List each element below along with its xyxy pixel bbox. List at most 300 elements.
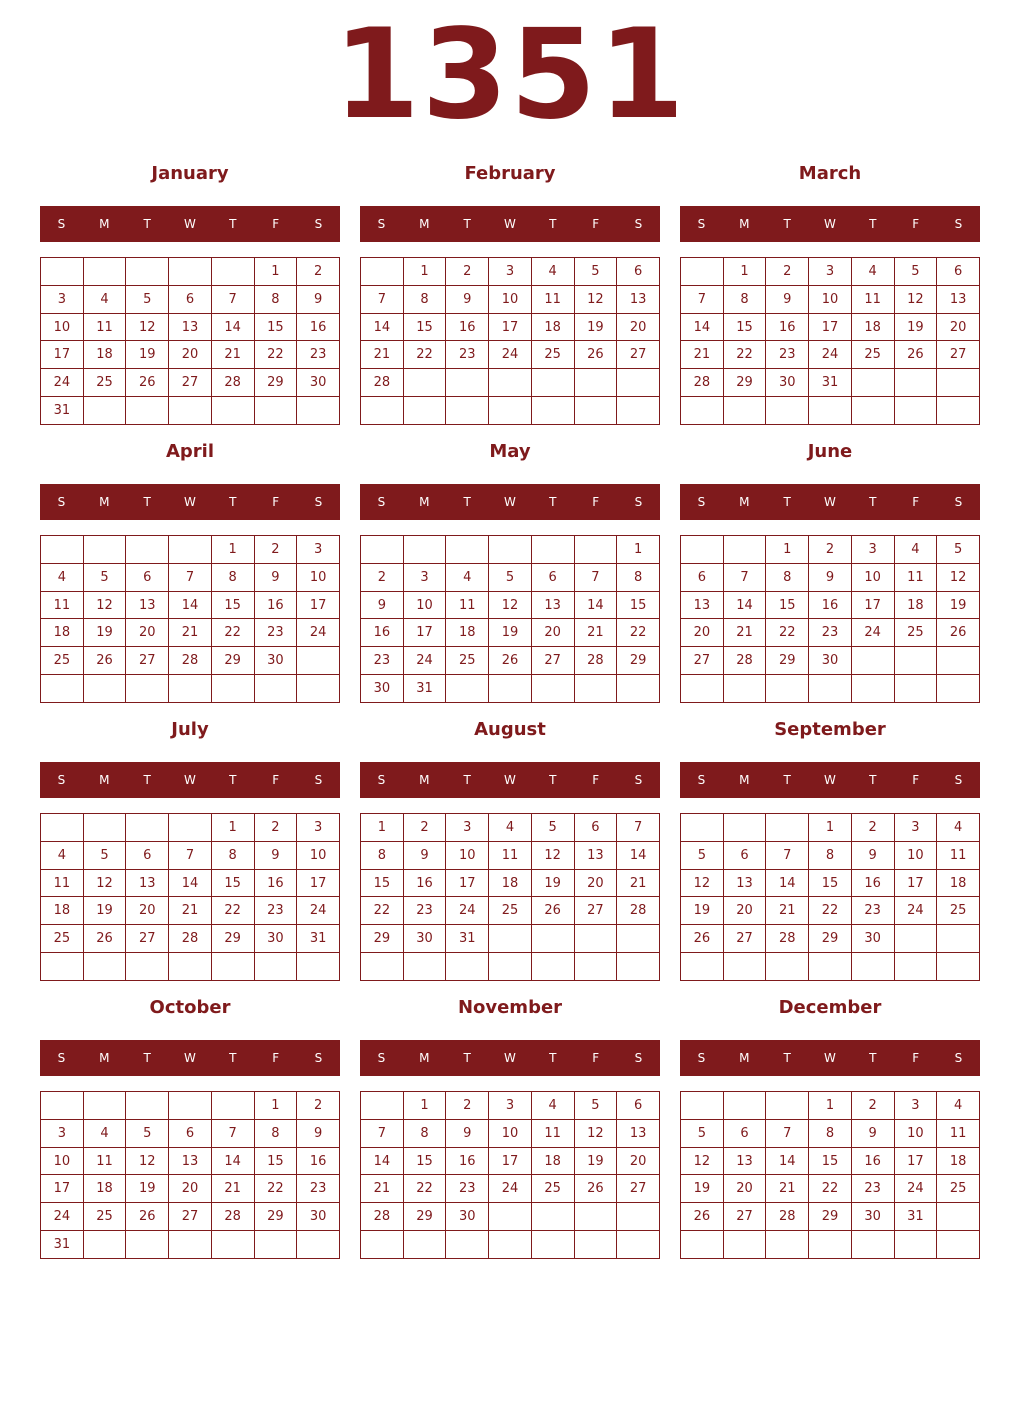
day-cell: 28	[361, 1203, 404, 1231]
empty-day-cell	[83, 536, 126, 564]
empty-day-cell	[446, 953, 489, 981]
weekday-label: F	[592, 495, 600, 509]
day-cell: 22	[254, 1175, 297, 1203]
day-cell: 12	[83, 591, 126, 619]
day-cell: 13	[617, 285, 660, 313]
week-row	[361, 1147, 660, 1175]
weekday-label: S	[954, 1051, 963, 1065]
day-cell: 12	[574, 1119, 617, 1147]
day-cell: 11	[894, 563, 937, 591]
month-block-may	[360, 441, 660, 703]
day-cell: 11	[41, 591, 84, 619]
day-cell: 9	[403, 841, 446, 869]
empty-day-cell	[851, 953, 894, 981]
day-cell: 21	[617, 869, 660, 897]
day-cell: 16	[446, 313, 489, 341]
week-row	[681, 1175, 980, 1203]
day-cell: 14	[681, 313, 724, 341]
empty-day-cell	[681, 675, 724, 703]
month-block-november	[360, 997, 660, 1259]
empty-day-cell	[41, 1092, 84, 1120]
weekday-label: T	[869, 495, 877, 509]
empty-day-cell	[617, 369, 660, 397]
day-cell: 23	[809, 619, 852, 647]
weekday-label: T	[549, 773, 557, 787]
day-cell: 29	[254, 369, 297, 397]
week-row	[681, 591, 980, 619]
day-cell: 10	[489, 285, 532, 313]
day-cell: 6	[723, 841, 766, 869]
day-cell: 9	[297, 1119, 340, 1147]
day-cell: 14	[169, 869, 212, 897]
week-row	[41, 675, 340, 703]
empty-day-cell	[446, 1231, 489, 1259]
day-cell: 5	[83, 563, 126, 591]
week-row	[361, 1203, 660, 1231]
day-cell: 17	[297, 869, 340, 897]
weekday-label: T	[869, 1051, 877, 1065]
weekday-label: M	[739, 1051, 750, 1065]
empty-day-cell	[169, 536, 212, 564]
day-cell: 19	[126, 341, 169, 369]
empty-day-cell	[126, 675, 169, 703]
day-cell: 27	[169, 369, 212, 397]
day-cell: 2	[403, 814, 446, 842]
weekday-label: T	[463, 1051, 471, 1065]
day-cell: 18	[851, 313, 894, 341]
empty-day-cell	[723, 675, 766, 703]
empty-day-cell	[254, 675, 297, 703]
day-cell: 2	[446, 1092, 489, 1120]
day-cell: 16	[809, 591, 852, 619]
week-row	[681, 1147, 980, 1175]
month-name: October	[149, 997, 231, 1018]
month-block-february	[360, 163, 660, 425]
week-row	[681, 563, 980, 591]
weekday-header	[360, 206, 660, 242]
day-cell: 9	[297, 285, 340, 313]
day-cell: 4	[41, 563, 84, 591]
weekday-label: F	[272, 773, 280, 787]
day-cell: 5	[681, 1119, 724, 1147]
empty-day-cell	[41, 814, 84, 842]
day-cell: 31	[894, 1203, 937, 1231]
day-cell: 8	[809, 841, 852, 869]
day-cell: 12	[681, 869, 724, 897]
week-row	[361, 397, 660, 425]
empty-day-cell	[211, 258, 254, 286]
empty-day-cell	[574, 675, 617, 703]
day-grid	[360, 257, 660, 425]
week-row	[41, 925, 340, 953]
empty-day-cell	[894, 1231, 937, 1259]
empty-day-cell	[894, 397, 937, 425]
day-cell: 25	[41, 925, 84, 953]
weekday-label: S	[954, 495, 963, 509]
day-cell: 12	[531, 841, 574, 869]
day-cell: 5	[937, 536, 980, 564]
empty-day-cell	[41, 675, 84, 703]
empty-day-cell	[574, 1203, 617, 1231]
week-row	[41, 313, 340, 341]
empty-day-cell	[766, 1231, 809, 1259]
month-name: November	[457, 997, 563, 1018]
day-cell: 7	[681, 285, 724, 313]
empty-day-cell	[489, 1203, 532, 1231]
weekday-header	[40, 762, 340, 798]
day-cell: 14	[617, 841, 660, 869]
empty-day-cell	[574, 536, 617, 564]
empty-day-cell	[169, 953, 212, 981]
empty-day-cell	[403, 536, 446, 564]
day-cell: 19	[937, 591, 980, 619]
week-row	[361, 841, 660, 869]
week-row	[41, 1092, 340, 1120]
day-cell: 27	[531, 647, 574, 675]
week-row	[41, 1203, 340, 1231]
weekday-label: T	[783, 217, 791, 231]
day-cell: 30	[297, 369, 340, 397]
day-cell: 22	[403, 1175, 446, 1203]
weekday-label: T	[463, 217, 471, 231]
day-cell: 11	[489, 841, 532, 869]
week-row	[361, 536, 660, 564]
empty-day-cell	[723, 536, 766, 564]
day-cell: 21	[169, 619, 212, 647]
weekday-label: F	[912, 1051, 920, 1065]
day-cell: 27	[126, 925, 169, 953]
weekday-label: W	[824, 773, 836, 787]
empty-day-cell	[126, 397, 169, 425]
day-cell: 29	[809, 925, 852, 953]
empty-day-cell	[531, 925, 574, 953]
week-row	[41, 536, 340, 564]
empty-day-cell	[446, 397, 489, 425]
day-cell: 7	[361, 285, 404, 313]
day-cell: 19	[894, 313, 937, 341]
day-cell: 19	[681, 1175, 724, 1203]
day-cell: 17	[41, 1175, 84, 1203]
day-cell: 18	[937, 1147, 980, 1175]
weekday-label: W	[184, 217, 196, 231]
day-cell: 8	[211, 841, 254, 869]
weekday-label: T	[143, 1051, 151, 1065]
day-cell: 12	[894, 285, 937, 313]
empty-day-cell	[766, 814, 809, 842]
day-cell: 26	[681, 1203, 724, 1231]
day-cell: 30	[766, 369, 809, 397]
day-cell: 9	[809, 563, 852, 591]
day-cell: 16	[297, 313, 340, 341]
day-cell: 27	[617, 341, 660, 369]
month-block-december	[680, 997, 980, 1259]
day-cell: 13	[574, 841, 617, 869]
day-grid	[40, 1091, 340, 1259]
day-cell: 24	[809, 341, 852, 369]
empty-day-cell	[681, 814, 724, 842]
empty-day-cell	[723, 1092, 766, 1120]
day-cell: 23	[766, 341, 809, 369]
weekday-label: S	[57, 773, 66, 787]
weekday-label: S	[314, 217, 323, 231]
empty-day-cell	[531, 1203, 574, 1231]
week-row	[41, 1231, 340, 1259]
weekday-label: M	[739, 773, 750, 787]
week-row	[41, 953, 340, 981]
empty-day-cell	[489, 1231, 532, 1259]
day-cell: 2	[766, 258, 809, 286]
empty-day-cell	[937, 1203, 980, 1231]
month-block-august	[360, 719, 660, 981]
empty-day-cell	[169, 814, 212, 842]
weekday-header	[40, 206, 340, 242]
day-cell: 30	[297, 1203, 340, 1231]
week-row	[361, 619, 660, 647]
empty-day-cell	[211, 675, 254, 703]
empty-day-cell	[617, 1231, 660, 1259]
weekday-label: T	[549, 1051, 557, 1065]
day-cell: 20	[681, 619, 724, 647]
week-row	[681, 647, 980, 675]
day-cell: 22	[766, 619, 809, 647]
month-name: April	[165, 441, 215, 462]
empty-day-cell	[851, 397, 894, 425]
day-cell: 21	[681, 341, 724, 369]
day-cell: 13	[126, 591, 169, 619]
empty-day-cell	[297, 675, 340, 703]
day-cell: 18	[83, 341, 126, 369]
day-cell: 28	[169, 647, 212, 675]
week-row	[41, 869, 340, 897]
weekday-label: S	[314, 1051, 323, 1065]
day-cell: 19	[531, 869, 574, 897]
day-cell: 15	[254, 1147, 297, 1175]
day-cell: 26	[894, 341, 937, 369]
day-grid	[40, 813, 340, 981]
week-row	[681, 925, 980, 953]
day-cell: 27	[723, 925, 766, 953]
day-cell: 23	[446, 341, 489, 369]
day-cell: 30	[254, 925, 297, 953]
week-row	[681, 869, 980, 897]
day-cell: 13	[617, 1119, 660, 1147]
day-cell: 15	[403, 1147, 446, 1175]
weekday-label: M	[99, 773, 110, 787]
empty-day-cell	[83, 1092, 126, 1120]
day-cell: 6	[169, 1119, 212, 1147]
day-cell: 5	[574, 258, 617, 286]
weekday-header	[680, 1040, 980, 1076]
day-cell: 29	[723, 369, 766, 397]
day-cell: 30	[254, 647, 297, 675]
weekday-header	[680, 484, 980, 520]
day-cell: 12	[574, 285, 617, 313]
empty-day-cell	[574, 397, 617, 425]
day-cell: 26	[937, 619, 980, 647]
day-cell: 17	[446, 869, 489, 897]
week-row	[681, 814, 980, 842]
day-cell: 24	[297, 619, 340, 647]
day-cell: 31	[446, 925, 489, 953]
day-cell: 19	[574, 313, 617, 341]
weekday-label: W	[184, 495, 196, 509]
empty-day-cell	[617, 953, 660, 981]
week-row	[681, 1119, 980, 1147]
day-cell: 30	[446, 1203, 489, 1231]
day-cell: 21	[211, 1175, 254, 1203]
day-cell: 24	[446, 897, 489, 925]
day-cell: 5	[126, 285, 169, 313]
weekday-label: W	[504, 495, 516, 509]
empty-day-cell	[446, 675, 489, 703]
day-cell: 6	[681, 563, 724, 591]
day-cell: 8	[403, 1119, 446, 1147]
day-cell: 29	[766, 647, 809, 675]
weekday-label: S	[57, 495, 66, 509]
weekday-label: F	[272, 217, 280, 231]
day-cell: 5	[574, 1092, 617, 1120]
month-name: June	[807, 441, 853, 462]
weekday-label: T	[783, 773, 791, 787]
empty-day-cell	[809, 675, 852, 703]
empty-day-cell	[83, 675, 126, 703]
week-row	[41, 341, 340, 369]
day-cell: 19	[126, 1175, 169, 1203]
weekday-header	[40, 484, 340, 520]
week-row	[361, 925, 660, 953]
day-cell: 20	[126, 897, 169, 925]
day-cell: 3	[297, 814, 340, 842]
month-block-june	[680, 441, 980, 703]
day-cell: 8	[254, 1119, 297, 1147]
day-cell: 20	[723, 1175, 766, 1203]
weekday-label: S	[634, 773, 643, 787]
weekday-label: S	[697, 495, 706, 509]
day-cell: 1	[723, 258, 766, 286]
day-cell: 27	[617, 1175, 660, 1203]
empty-day-cell	[41, 536, 84, 564]
day-cell: 22	[211, 619, 254, 647]
week-row	[361, 313, 660, 341]
weekday-label: F	[912, 773, 920, 787]
day-cell: 1	[254, 258, 297, 286]
weekday-label: M	[419, 217, 430, 231]
day-cell: 19	[83, 897, 126, 925]
day-cell: 10	[41, 313, 84, 341]
weekday-label: T	[143, 773, 151, 787]
day-cell: 21	[766, 1175, 809, 1203]
day-cell: 3	[894, 1092, 937, 1120]
day-cell: 12	[126, 1147, 169, 1175]
day-cell: 3	[894, 814, 937, 842]
day-cell: 16	[851, 869, 894, 897]
week-row	[361, 869, 660, 897]
weekday-label: S	[697, 217, 706, 231]
empty-day-cell	[83, 953, 126, 981]
day-cell: 26	[574, 1175, 617, 1203]
empty-day-cell	[489, 675, 532, 703]
week-row	[361, 1175, 660, 1203]
day-cell: 21	[361, 1175, 404, 1203]
weekday-label: F	[592, 1051, 600, 1065]
day-cell: 23	[851, 1175, 894, 1203]
day-cell: 18	[41, 897, 84, 925]
day-cell: 8	[809, 1119, 852, 1147]
day-cell: 8	[254, 285, 297, 313]
empty-day-cell	[723, 397, 766, 425]
day-cell: 2	[297, 1092, 340, 1120]
day-grid	[680, 257, 980, 425]
day-cell: 26	[489, 647, 532, 675]
day-cell: 6	[126, 841, 169, 869]
week-row	[361, 675, 660, 703]
month-name: December	[778, 997, 882, 1018]
weekday-header	[680, 206, 980, 242]
weekday-label: M	[739, 217, 750, 231]
day-cell: 28	[723, 647, 766, 675]
day-cell: 18	[937, 869, 980, 897]
day-cell: 16	[851, 1147, 894, 1175]
day-cell: 22	[723, 341, 766, 369]
day-cell: 1	[403, 1092, 446, 1120]
day-cell: 14	[211, 313, 254, 341]
day-cell: 22	[211, 897, 254, 925]
day-cell: 31	[41, 397, 84, 425]
empty-day-cell	[403, 397, 446, 425]
empty-day-cell	[681, 1231, 724, 1259]
day-cell: 3	[489, 1092, 532, 1120]
weekday-label: T	[229, 217, 237, 231]
day-cell: 6	[574, 814, 617, 842]
day-cell: 13	[169, 1147, 212, 1175]
day-cell: 21	[723, 619, 766, 647]
week-row	[681, 258, 980, 286]
empty-day-cell	[617, 675, 660, 703]
weekday-label: S	[697, 773, 706, 787]
day-cell: 24	[894, 1175, 937, 1203]
day-cell: 15	[809, 869, 852, 897]
empty-day-cell	[809, 1231, 852, 1259]
empty-day-cell	[489, 397, 532, 425]
day-cell: 27	[126, 647, 169, 675]
weekday-label: S	[634, 495, 643, 509]
day-cell: 1	[617, 536, 660, 564]
day-cell: 5	[894, 258, 937, 286]
weekday-label: F	[912, 217, 920, 231]
empty-day-cell	[169, 1231, 212, 1259]
day-cell: 24	[489, 1175, 532, 1203]
day-cell: 6	[617, 258, 660, 286]
month-block-october	[40, 997, 340, 1259]
week-row	[41, 369, 340, 397]
empty-day-cell	[531, 1231, 574, 1259]
day-cell: 16	[254, 591, 297, 619]
day-cell: 28	[211, 1203, 254, 1231]
empty-day-cell	[361, 258, 404, 286]
weekday-label: T	[549, 217, 557, 231]
month-block-july	[40, 719, 340, 981]
day-grid	[680, 535, 980, 703]
week-row	[41, 647, 340, 675]
week-row	[681, 313, 980, 341]
weekday-label: M	[419, 773, 430, 787]
day-cell: 22	[809, 897, 852, 925]
day-cell: 9	[766, 285, 809, 313]
day-cell: 28	[766, 1203, 809, 1231]
empty-day-cell	[169, 1092, 212, 1120]
day-cell: 13	[169, 313, 212, 341]
weekday-label: T	[229, 495, 237, 509]
